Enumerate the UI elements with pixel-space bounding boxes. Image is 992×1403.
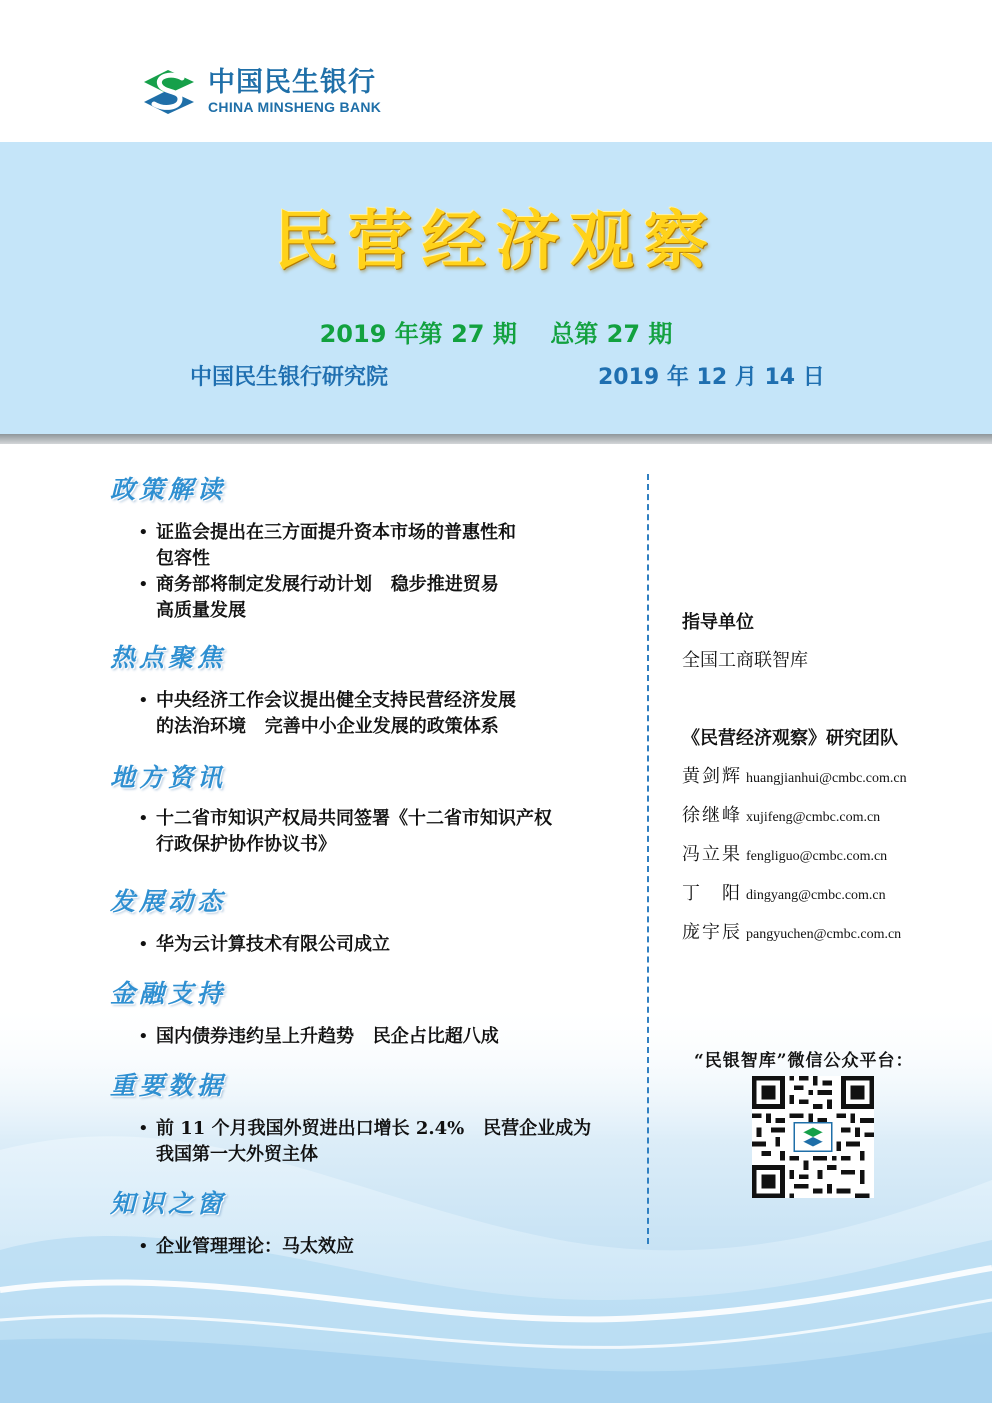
team-member (682, 762, 907, 786)
publisher-institute: 中国民生银行研究院 (190, 365, 389, 390)
member-name: 黄剑辉 (682, 766, 742, 787)
list-item[interactable]: • 商务部将制定发展行动计划 稳步推进贸易 高质量发展 (138, 574, 499, 621)
minsheng-logo-icon (138, 66, 200, 118)
member-email[interactable]: fengliguo@cmbc.com.cn (746, 849, 888, 864)
research-team-label: 《民营经济观察》研究团队 (682, 728, 898, 749)
bullet-icon: • (138, 1026, 149, 1047)
bullet-icon: • (138, 808, 149, 829)
member-name: 徐继峰 (682, 805, 742, 826)
section-title-policy: 政策解读 (110, 475, 227, 504)
guide-unit-value: 全国工商联智库 (682, 650, 808, 671)
team-member (682, 918, 901, 942)
publish-date: 2019 年 12 月 14 日 (598, 365, 825, 390)
member-email[interactable]: dingyang@cmbc.com.cn (746, 888, 886, 903)
list-item[interactable]: • 证监会提出在三方面提升资本市场的普惠性和 包容性 (138, 522, 516, 569)
bullet-icon: • (138, 574, 149, 595)
bank-name-cn: 中国民生银行 (208, 67, 376, 98)
member-email[interactable]: huangjianhui@cmbc.com.cn (746, 771, 907, 786)
list-item[interactable]: • 企业管理理论：马太效应 (138, 1234, 618, 1260)
bullet-icon: • (138, 1118, 149, 1139)
list-item[interactable]: • 国内债券违约呈上升趋势 民企占比超八成 (138, 1024, 618, 1050)
member-email[interactable]: xujifeng@cmbc.com.cn (746, 810, 881, 825)
list-item[interactable]: • 中央经济工作会议提出健全支持民营经济发展 的法治环境 完善中小企业发展的政策体系 (138, 690, 516, 737)
title-banner (0, 142, 992, 434)
section-title-hotspot: 热点聚焦 (110, 643, 227, 672)
bullet-icon: • (138, 934, 149, 955)
wechat-platform-label: “民银智库”微信公众平台： (694, 1051, 914, 1071)
team-member (682, 879, 886, 903)
bank-logo (138, 66, 381, 118)
issue-number: 2019 年第 27 期 总第 27 期 (319, 320, 673, 348)
bullet-icon: • (138, 522, 149, 543)
banner-divider (0, 434, 992, 444)
team-member (682, 801, 880, 825)
section-title-finance: 金融支持 (110, 979, 227, 1008)
guide-unit-label: 指导单位 (682, 612, 754, 633)
list-item[interactable]: • 前 11 个月我国外贸进出口增长 2.4% 民营企业成为 我国第一大外贸主体 (138, 1118, 592, 1165)
list-item[interactable]: • 十二省市知识产权局共同签署《十二省市知识产权 行政保护协作协议书》 (138, 808, 552, 855)
member-name: 庞宇辰 (682, 922, 742, 943)
member-name: 冯立果 (682, 844, 742, 865)
section-title-knowledge: 知识之窗 (110, 1189, 227, 1218)
column-divider (647, 474, 649, 1244)
bullet-icon: • (138, 690, 149, 711)
section-title-data: 重要数据 (110, 1071, 227, 1100)
member-email[interactable]: pangyuchen@cmbc.com.cn (746, 927, 902, 942)
member-name: 丁 阳 (682, 883, 742, 904)
bank-name-en: CHINA MINSHENG BANK (208, 99, 382, 115)
wechat-qr-code-icon[interactable] (748, 1076, 878, 1198)
bullet-icon: • (138, 1236, 149, 1257)
team-member (682, 840, 887, 864)
section-title-local: 地方资讯 (110, 763, 227, 792)
magazine-title: 民营经济观察 (274, 205, 718, 279)
section-title-development: 发展动态 (110, 887, 227, 916)
list-item[interactable]: • 华为云计算技术有限公司成立 (138, 932, 618, 958)
